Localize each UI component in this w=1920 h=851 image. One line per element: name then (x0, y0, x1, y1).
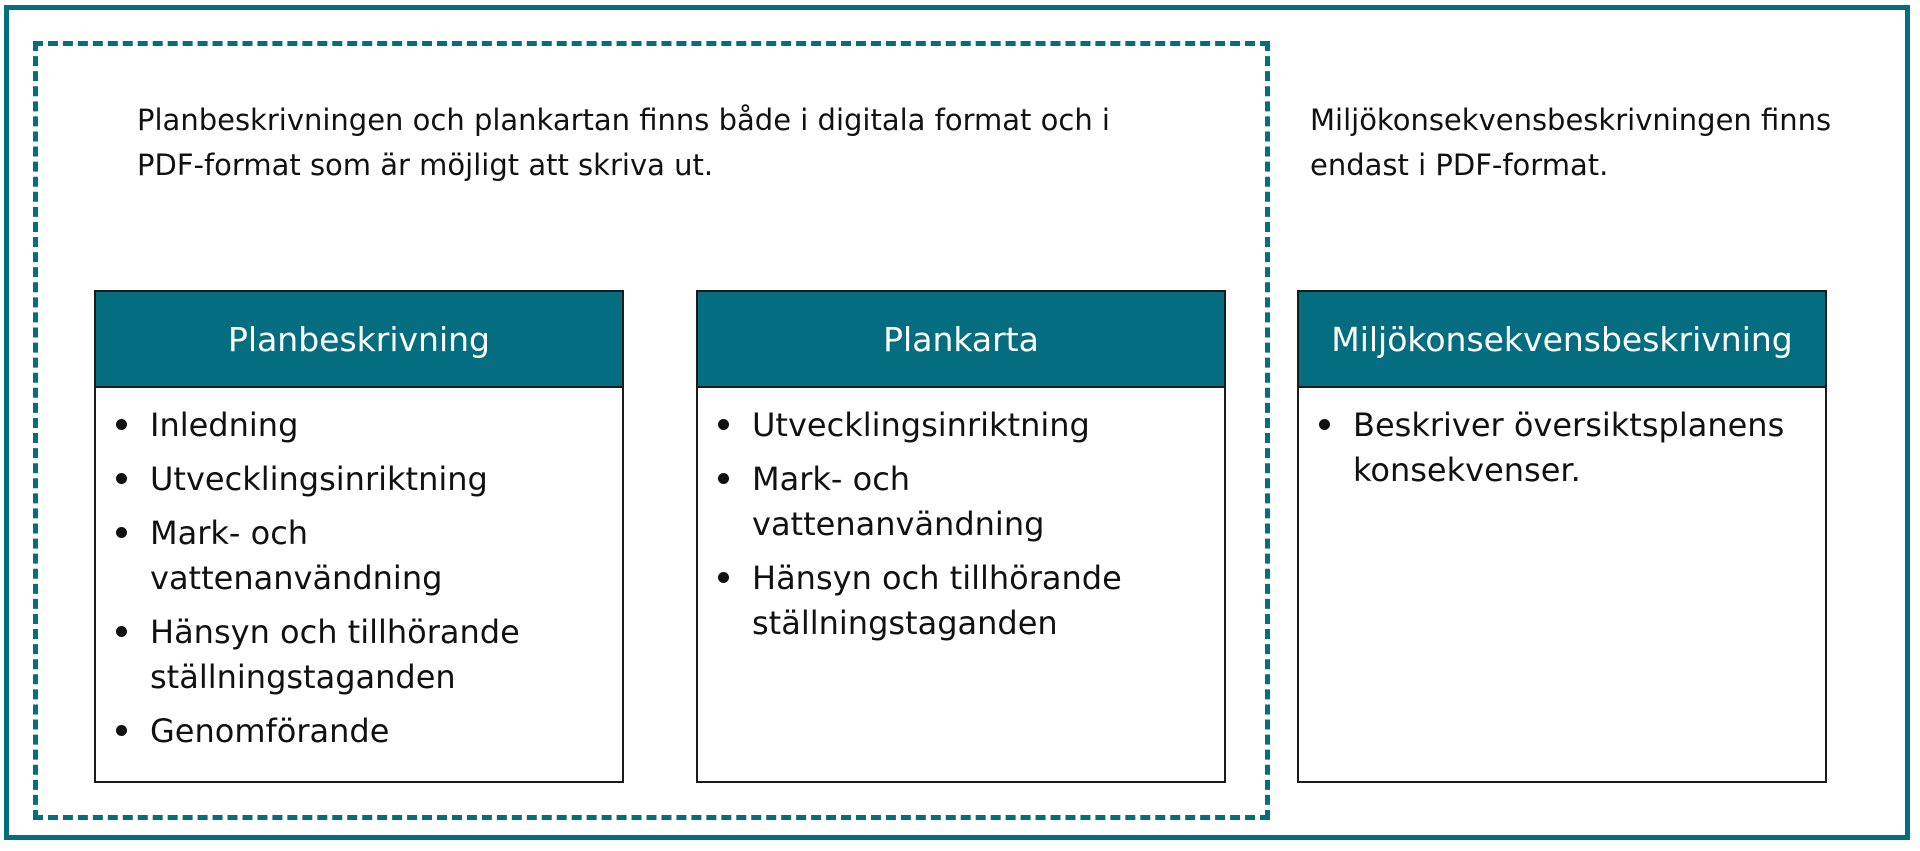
bullet-icon (116, 527, 127, 538)
card-title: Planbeskrivning (96, 292, 622, 388)
list-item (1313, 403, 1809, 493)
card-plankarta (696, 290, 1226, 783)
list-item-text: Genomförande (150, 712, 390, 750)
list-item-text: Utvecklingsinriktning (150, 460, 488, 498)
list-item-text: Hänsyn och tillhörande ställningstaganden (150, 613, 520, 696)
bullet-icon (718, 572, 729, 583)
card-item-list (1299, 388, 1825, 493)
list-item (110, 457, 606, 502)
digital-format-caption: Planbeskrivningen och plankartan finns både i digitala format och i PDF-format som är möjligt att skriva ut. (137, 103, 1110, 182)
list-item-text: Beskriver översiktsplanens konsekvenser. (1353, 406, 1785, 489)
card-item-list (698, 388, 1224, 646)
bullet-icon (116, 626, 127, 637)
list-item (110, 511, 606, 601)
pdf-only-caption: Miljökonsekvensbeskrivningen finns endast i PDF-format. (1310, 103, 1832, 182)
list-item (712, 457, 1208, 547)
list-item (110, 709, 606, 754)
card-planbeskrivning (94, 290, 624, 783)
bullet-icon (116, 473, 127, 484)
card-item-list (96, 388, 622, 754)
list-item (110, 403, 606, 448)
bullet-icon (1319, 419, 1330, 430)
bullet-icon (718, 419, 729, 430)
list-item-text: Hänsyn och tillhörande ställningstaganden (752, 559, 1122, 642)
card-title: Miljökonsekvensbeskrivning (1299, 292, 1825, 388)
list-item-text: Inledning (150, 406, 299, 444)
list-item-text: Mark- och vattenanvändning (752, 460, 1045, 543)
bullet-icon (116, 419, 127, 430)
card-miljokonsekvensbeskrivning (1297, 290, 1827, 783)
list-item-text: Utvecklingsinriktning (752, 406, 1090, 444)
list-item (712, 403, 1208, 448)
card-title: Plankarta (698, 292, 1224, 388)
bullet-icon (718, 473, 729, 484)
list-item (712, 556, 1208, 646)
bullet-icon (116, 725, 127, 736)
list-item (110, 610, 606, 700)
list-item-text: Mark- och vattenanvändning (150, 514, 443, 597)
